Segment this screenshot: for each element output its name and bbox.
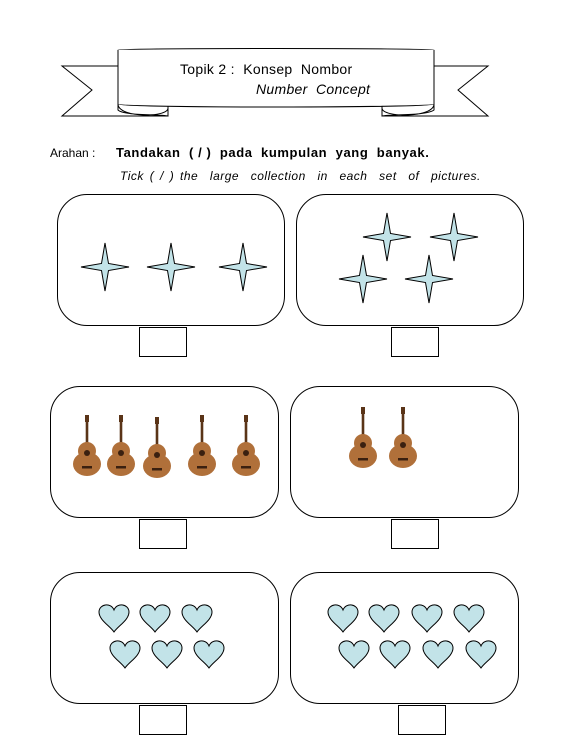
heart-icon bbox=[328, 605, 358, 632]
star-icon bbox=[405, 255, 453, 303]
star-icon bbox=[81, 243, 129, 291]
heart-icon bbox=[369, 605, 399, 632]
answer-box-stars-b[interactable] bbox=[391, 327, 439, 357]
topic-title: Topik 2 : Konsep Nombor bbox=[180, 61, 353, 77]
picture-group-guitars-a bbox=[50, 386, 279, 518]
topic-title-en: Number Concept bbox=[256, 81, 371, 97]
guitar-icon bbox=[188, 415, 216, 476]
answer-box-hearts-b[interactable] bbox=[398, 705, 446, 735]
banner-main bbox=[118, 49, 434, 108]
guitar-icon bbox=[232, 415, 260, 476]
heart-icon bbox=[380, 641, 410, 668]
answer-box-guitars-b[interactable] bbox=[391, 519, 439, 549]
picture-group-stars-b bbox=[296, 194, 524, 326]
answer-box-hearts-a[interactable] bbox=[139, 705, 187, 735]
answer-box-guitars-a[interactable] bbox=[139, 519, 187, 549]
heart-icon bbox=[140, 605, 170, 632]
heart-icon bbox=[182, 605, 212, 632]
heart-icon bbox=[99, 605, 129, 632]
heart-icon bbox=[423, 641, 453, 668]
star-icon bbox=[219, 243, 267, 291]
heart-icon bbox=[412, 605, 442, 632]
picture-group-hearts-b bbox=[290, 572, 519, 704]
instruction-label: Arahan : bbox=[50, 146, 96, 160]
guitar-icon bbox=[73, 415, 101, 476]
star-icon bbox=[147, 243, 195, 291]
heart-icon bbox=[466, 641, 496, 668]
guitar-icon bbox=[107, 415, 135, 476]
heart-icon bbox=[454, 605, 484, 632]
guitar-icon bbox=[143, 417, 171, 478]
guitar-icon bbox=[349, 407, 377, 468]
picture-group-guitars-b bbox=[290, 386, 519, 518]
picture-group-stars-a bbox=[57, 194, 285, 326]
heart-icon bbox=[110, 641, 140, 668]
answer-box-stars-a[interactable] bbox=[139, 327, 187, 357]
star-icon bbox=[430, 213, 478, 261]
instruction-text-en: Tick ( / ) the large collection in each set of pictures. bbox=[120, 169, 481, 183]
guitar-icon bbox=[389, 407, 417, 468]
picture-group-hearts-a bbox=[50, 572, 279, 704]
heart-icon bbox=[339, 641, 369, 668]
heart-icon bbox=[194, 641, 224, 668]
star-icon bbox=[339, 255, 387, 303]
instruction-text: Tandakan ( / ) pada kumpulan yang banyak. bbox=[116, 145, 430, 160]
heart-icon bbox=[152, 641, 182, 668]
star-icon bbox=[363, 213, 411, 261]
